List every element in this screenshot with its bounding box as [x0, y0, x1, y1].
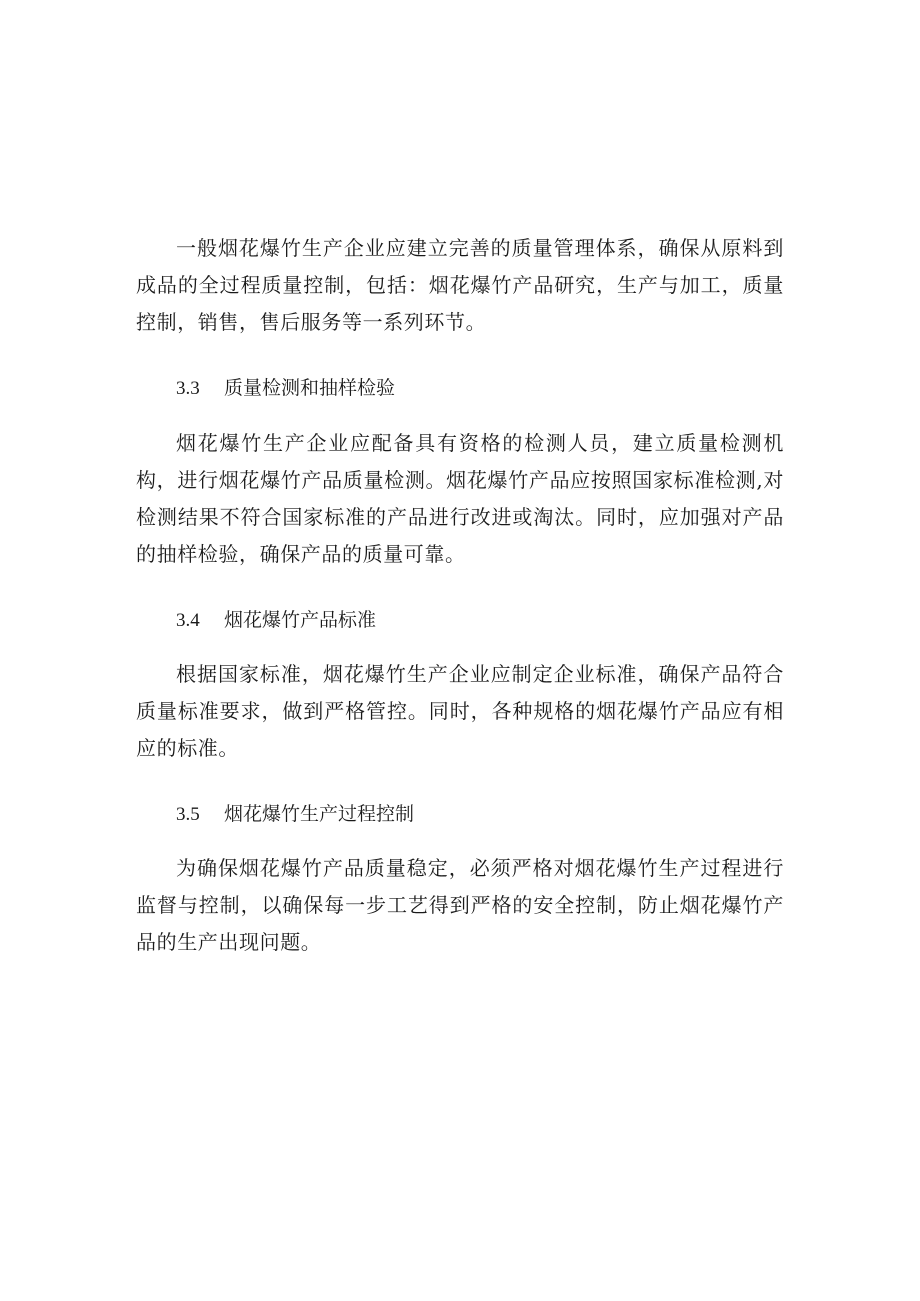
section-heading-3-4	[176, 605, 376, 636]
section-title: 烟花爆竹产品标准	[224, 609, 377, 631]
section-number: 3.3	[176, 378, 200, 399]
section-number: 3.5	[176, 804, 200, 825]
section-3-3-paragraph: 烟花爆竹生产企业应配备具有资格的检测人员，建立质量检测机构，进行烟花爆竹产品质量检测。烟花爆竹产品应按照国家标准检测,对检测结果不符合国家标准的产品进行改进或淘汰。同时，应加强对产品的抽样检验，确保产品的质量可靠。	[136, 431, 784, 566]
section-number: 3.4	[176, 610, 200, 631]
section-3-4-paragraph: 根据国家标准，烟花爆竹生产企业应制定企业标准，确保产品符合质量标准要求，做到严格管控。同时，各种规格的烟花爆竹产品应有相应的标准。	[136, 662, 784, 760]
section-3-5-paragraph: 为确保烟花爆竹产品质量稳定，必须严格对烟花爆竹生产过程进行监督与控制，以确保每一步工艺得到严格的安全控制，防止烟花爆竹产品的生产出现问题。	[136, 856, 784, 954]
section-heading-3-3	[176, 373, 395, 404]
intro-paragraph: 一般烟花爆竹生产企业应建立完善的质量管理体系，确保从原料到成品的全过程质量控制，包括：烟花爆竹产品研究，生产与加工，质量控制，销售，售后服务等一系列环节。	[136, 236, 784, 334]
section-heading-3-5	[176, 799, 414, 830]
section-title: 质量检测和抽样检验	[224, 377, 396, 399]
section-title: 烟花爆竹生产过程控制	[224, 803, 415, 825]
